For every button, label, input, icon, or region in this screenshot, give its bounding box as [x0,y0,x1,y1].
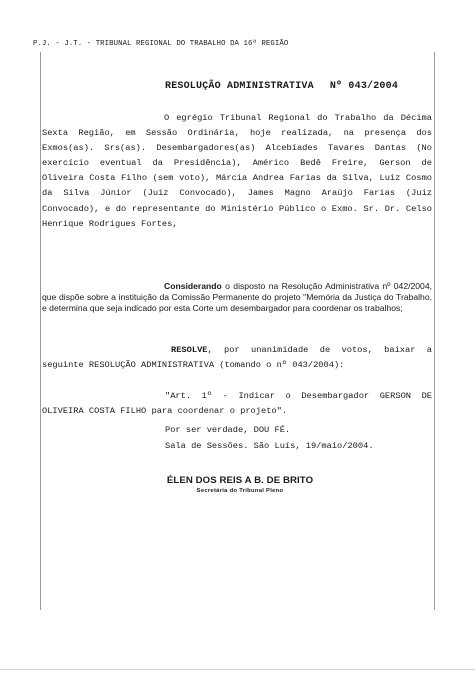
document-title [165,81,398,92]
resolves-text: , por unanimidade de votos, baixar a seguinte RESOLUÇÃO ADMINISTRATIVA (tomando o nº 043/2004): [42,345,432,371]
resolves-paragraph [42,343,432,373]
court-header: P.J. - J.T. - TRIBUNAL REGIONAL DO TRABALHO DA 16ª REGIÃO [33,40,289,48]
resolution-number: Nº 043/2004 [329,81,399,92]
article-prefix: "Art. 1º - Indicar o Desembargador [165,391,380,401]
left-margin-rule [40,52,41,610]
right-margin-rule [434,52,435,610]
resolves-keyword: RESOLVE [171,345,208,355]
considering-keyword: Considerando [164,281,222,291]
signature-role: Secretária do Tribunal Pleno [196,488,284,494]
preamble-paragraph: O egrégio Tribunal Regional do Trabalho da Décima Sexta Região, em Sessão Ordinária, hoje realizada, na presença dos Exmos(as). Srs(as). Desembargadores(as) Alcebíades Tavares Dantas (No exercício eventual da Presidência), Américo Bedê Freire, Gerson de Oliveira Costa Filho (sem voto), Márcia Andrea Farias da Silva, Luiz Cosmo da Silva Júnior (Juiz Convocado), James Magno Araújo Farias (Juiz Convocado), e do representante do Ministério Público o Exmo. Sr. Dr. Celso Henrique Rodrigues Fortes, [42,113,432,229]
place-date: Sala de Sessões. São Luís, 19/maio/2004. [165,441,374,451]
signature-name: ÉLEN DOS REIS A B. DE BRITO [166,475,314,486]
article-paragraph [42,389,432,419]
article-suffix: para coordenar o projeto". [146,406,288,417]
page-bottom-edge [0,669,475,670]
considering-text: o disposto na Resolução Administrativa nº 042/2004, que dispõe sobre a instituição da Comissão Permanente do projeto "Memória da Justiça do Trabalho, e determina que seja indicado por esta Corte um desembargador para coordenar os trabalhos; [42,281,432,313]
article-name: GERSON DE OLIVEIRA COSTA FILHO [42,391,433,417]
truth-statement: Por ser verdade, DOU FÉ. [165,425,291,435]
title-label: RESOLUÇÃO ADMINISTRATIVA [165,81,314,92]
considering-paragraph [42,281,432,314]
